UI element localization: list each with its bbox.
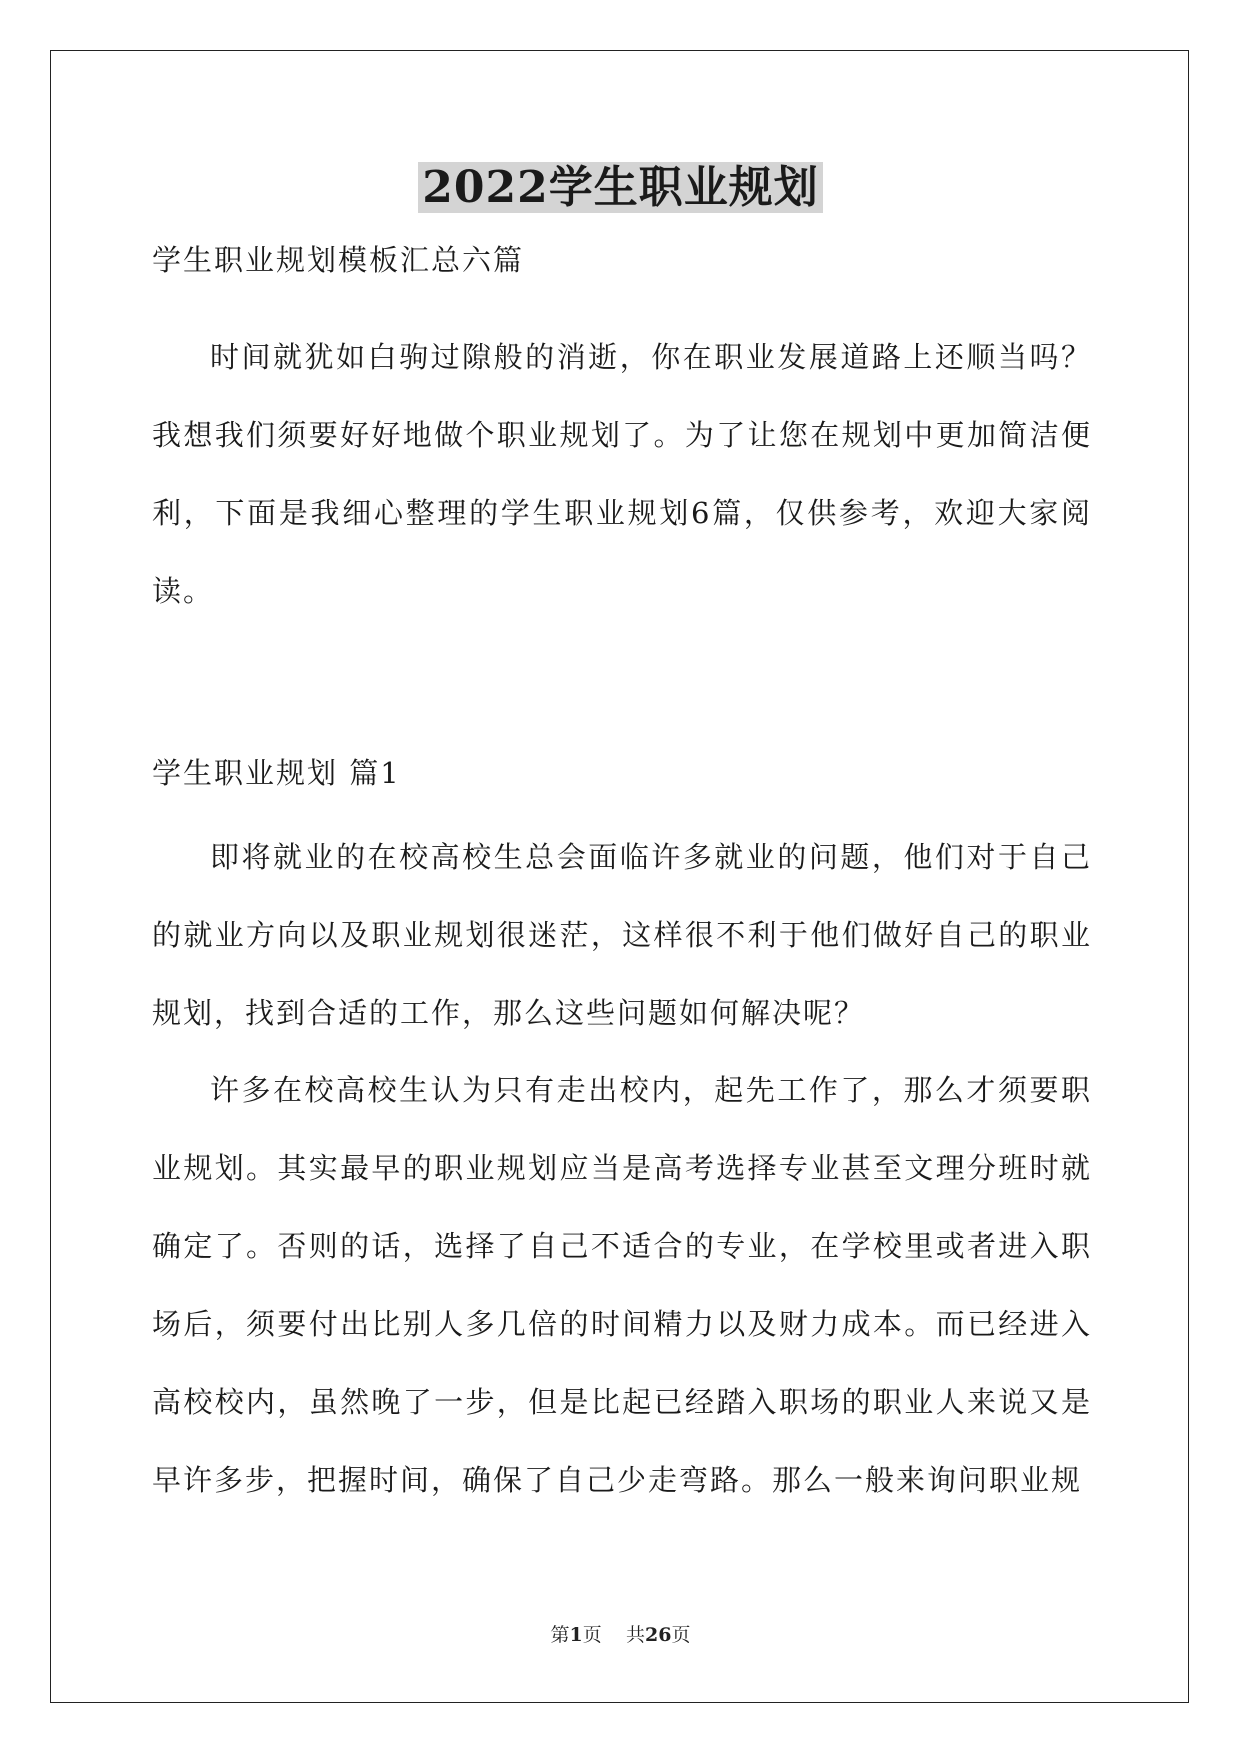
page-footer	[0, 1620, 1241, 1647]
footer-page-number: 1	[569, 1624, 583, 1646]
footer-total-suffix: 页	[671, 1624, 691, 1646]
footer-page-prefix: 第	[550, 1624, 570, 1646]
body-paragraph-2: 许多在校高校生认为只有走出校内，起先工作了，那么才须要职业规划。其实最早的职业规划应当是高考选择专业甚至文理分班时就确定了。否则的话，选择了自己不适合的专业，在学校里或者进入职场后，须要付出比别人多几倍的时间精力以及财力成本。而已经进入高校校内，虽然晚了一步，但是比起已经踏入职场的职业人来说又是早许多步，把握时间，确保了自己少走弯路。那么一般来询问职业规	[152, 1073, 1092, 1497]
footer-total-pages: 26	[644, 1624, 672, 1646]
intro-paragraph: 时间就犹如白驹过隙般的消逝，你在职业发展道路上还顺当吗？我想我们须要好好地做个职业规划了。为了让您在规划中更加简洁便利，下面是我细心整理的学生职业规划6篇，仅供参考，欢迎大家阅读。	[152, 340, 1092, 608]
document-subtitle: 学生职业规划模板汇总六篇	[152, 243, 525, 277]
body-paragraph-1: 即将就业的在校高校生总会面临许多就业的问题，他们对于自己的就业方向以及职业规划很迷茫，这样很不利于他们做好自己的职业规划，找到合适的工作，那么这些问题如何解决呢？	[152, 840, 1092, 1030]
document-title-text: 2022学生职业规划	[418, 162, 822, 213]
document-title	[0, 158, 1241, 218]
footer-total-prefix: 共	[625, 1624, 645, 1646]
footer-page-suffix: 页	[582, 1624, 602, 1646]
section-heading: 学生职业规划 篇1	[152, 756, 401, 790]
